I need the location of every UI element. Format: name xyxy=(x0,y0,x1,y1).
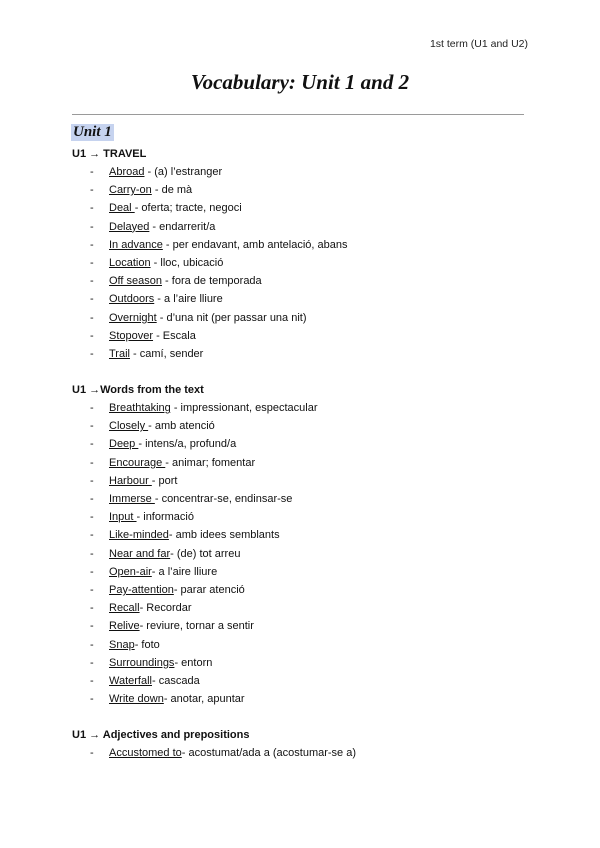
vocab-item xyxy=(72,508,532,526)
vocab-term: Breathtaking xyxy=(109,402,171,415)
vocab-term: Trail xyxy=(109,347,130,360)
vocab-term: Location xyxy=(109,256,151,269)
vocab-definition: - amb idees semblants xyxy=(168,529,280,542)
vocab-item xyxy=(72,545,532,563)
vocab-list xyxy=(72,744,532,762)
header-note: 1st term (U1 and U2) xyxy=(429,38,528,50)
vocab-list xyxy=(72,163,532,363)
vocab-definition: - parar atenció xyxy=(173,583,245,596)
list-bullet: - xyxy=(90,202,94,215)
vocab-item xyxy=(72,490,532,508)
vocab-item xyxy=(72,199,532,217)
list-bullet: - xyxy=(90,238,94,251)
list-bullet: - xyxy=(90,220,94,233)
vocab-item xyxy=(72,526,532,544)
vocab-definition: - lloc, ubicació xyxy=(150,256,224,269)
list-bullet: - xyxy=(90,511,94,524)
vocab-term: In advance xyxy=(109,238,163,251)
section-title: U1 →Words from the text xyxy=(72,384,204,397)
vocab-term: Relive xyxy=(109,620,140,633)
vocab-item xyxy=(72,454,532,472)
list-bullet: - xyxy=(90,347,94,360)
vocab-item xyxy=(72,218,532,236)
vocab-term: Near and far xyxy=(109,547,171,560)
list-bullet: - xyxy=(90,674,94,687)
vocab-item xyxy=(72,654,532,672)
document-title: Vocabulary: Unit 1 and 2 xyxy=(190,70,410,94)
list-bullet: - xyxy=(90,638,94,651)
vocab-definition: - amb atenció xyxy=(148,420,215,433)
vocab-item xyxy=(72,254,532,272)
vocab-term: Deal xyxy=(109,202,135,215)
vocab-definition: - per endavant, amb antelació, abans xyxy=(162,238,348,251)
list-bullet: - xyxy=(90,402,94,415)
vocab-definition: - informació xyxy=(136,511,194,524)
list-bullet: - xyxy=(90,693,94,706)
list-bullet: - xyxy=(90,166,94,178)
vocab-term: Open-air xyxy=(109,565,152,578)
vocab-definition: - animar; fomentar xyxy=(165,456,256,469)
list-bullet: - xyxy=(90,747,94,760)
vocab-definition: - cascada xyxy=(152,674,200,687)
list-bullet: - xyxy=(90,602,94,615)
title-divider xyxy=(72,114,524,115)
vocab-item xyxy=(72,327,532,345)
vocab-definition: - acostumat/ada a (acostumar-se a) xyxy=(181,747,357,760)
section-spacer xyxy=(72,363,532,381)
vocab-item xyxy=(72,345,532,363)
vocab-definition: - reviure, tornar a sentir xyxy=(139,620,254,633)
list-bullet: - xyxy=(90,293,94,306)
list-bullet: - xyxy=(90,547,94,560)
vocab-definition: - de mà xyxy=(151,184,193,197)
list-bullet: - xyxy=(90,493,94,505)
vocab-definition: - Escala xyxy=(153,329,196,342)
vocab-term: Input xyxy=(109,511,137,524)
vocab-term: Waterfall xyxy=(109,674,152,687)
vocab-term: Outdoors xyxy=(109,293,155,306)
list-bullet: - xyxy=(90,529,94,542)
vocab-definition: - intens/a, profund/a xyxy=(138,438,237,451)
list-bullet: - xyxy=(90,311,94,324)
vocab-definition: - a l’aire lliure xyxy=(151,565,218,578)
vocab-definition: - (a) l’estranger xyxy=(144,166,223,178)
unit-heading: Unit 1 xyxy=(73,124,112,140)
vocab-section xyxy=(72,381,532,708)
list-bullet: - xyxy=(90,620,94,633)
vocab-term: Carry-on xyxy=(109,184,152,197)
vocab-term: Snap xyxy=(109,638,135,651)
vocab-term: Off season xyxy=(109,275,162,288)
vocab-section xyxy=(72,726,532,762)
vocab-item xyxy=(72,563,532,581)
list-bullet: - xyxy=(90,583,94,596)
vocab-definition: - entorn xyxy=(174,656,213,669)
vocab-definition: - impressionant, espectacular xyxy=(170,402,318,415)
vocab-definition: - concentrar-se, endinsar-se xyxy=(154,493,293,505)
list-bullet: - xyxy=(90,275,94,288)
vocab-term: Accustomed to xyxy=(109,747,182,760)
vocab-item xyxy=(72,399,532,417)
vocab-item xyxy=(72,472,532,490)
vocab-definition: - d’una nit (per passar una nit) xyxy=(156,311,307,324)
vocab-item xyxy=(72,599,532,617)
list-bullet: - xyxy=(90,329,94,342)
vocab-item xyxy=(72,417,532,435)
list-bullet: - xyxy=(90,438,94,451)
vocab-item xyxy=(72,163,532,181)
vocab-definition: - Recordar xyxy=(139,602,192,615)
vocab-definition: - oferta; tracte, negoci xyxy=(134,202,242,215)
list-bullet: - xyxy=(90,184,94,197)
vocab-term: Abroad xyxy=(109,166,145,178)
list-bullet: - xyxy=(90,420,94,433)
vocab-section xyxy=(72,145,532,363)
list-bullet: - xyxy=(90,656,94,669)
vocab-term: Like-minded xyxy=(109,529,169,542)
vocab-item xyxy=(72,581,532,599)
vocab-definition: - fora de temporada xyxy=(162,275,262,288)
vocab-term: Immerse xyxy=(109,493,155,505)
vocab-item xyxy=(72,435,532,453)
vocab-term: Surroundings xyxy=(109,656,175,669)
vocab-item xyxy=(72,690,532,708)
vocab-term: Overnight xyxy=(109,311,157,324)
vocab-item xyxy=(72,272,532,290)
vocab-definition: - camí, sender xyxy=(129,347,204,360)
vocab-item xyxy=(72,290,532,308)
vocab-term: Harbour xyxy=(109,474,152,487)
vocab-term: Encourage xyxy=(109,456,166,469)
vocab-definition: - a l’aire lliure xyxy=(154,293,223,306)
vocab-item xyxy=(72,636,532,654)
vocab-definition: - (de) tot arreu xyxy=(170,547,241,560)
vocab-item xyxy=(72,744,532,762)
list-bullet: - xyxy=(90,474,94,487)
vocab-definition: - foto xyxy=(134,638,160,651)
vocab-item xyxy=(72,617,532,635)
vocab-term: Write down xyxy=(109,693,164,706)
vocab-item xyxy=(72,309,532,327)
list-bullet: - xyxy=(90,256,94,269)
document-body xyxy=(72,123,532,762)
section-title: U1 → TRAVEL xyxy=(72,148,147,160)
list-bullet: - xyxy=(90,565,94,578)
vocab-term: Recall xyxy=(109,602,140,615)
section-title: U1 → Adjectives and prepositions xyxy=(72,729,250,742)
vocabulary-sections xyxy=(72,145,532,762)
vocab-item xyxy=(72,672,532,690)
section-spacer xyxy=(72,708,532,726)
vocab-term: Delayed xyxy=(109,220,150,233)
vocab-definition: - endarrerit/a xyxy=(149,220,216,233)
list-bullet: - xyxy=(90,456,94,469)
vocab-term: Deep xyxy=(109,438,139,451)
vocab-definition: - port xyxy=(151,474,178,487)
vocab-definition: - anotar, apuntar xyxy=(163,693,245,706)
vocab-item xyxy=(72,181,532,199)
vocab-list xyxy=(72,399,532,708)
vocab-term: Closely xyxy=(109,420,149,433)
vocab-term: Pay-attention xyxy=(109,583,174,596)
vocab-item xyxy=(72,236,532,254)
vocab-term: Stopover xyxy=(109,329,154,342)
